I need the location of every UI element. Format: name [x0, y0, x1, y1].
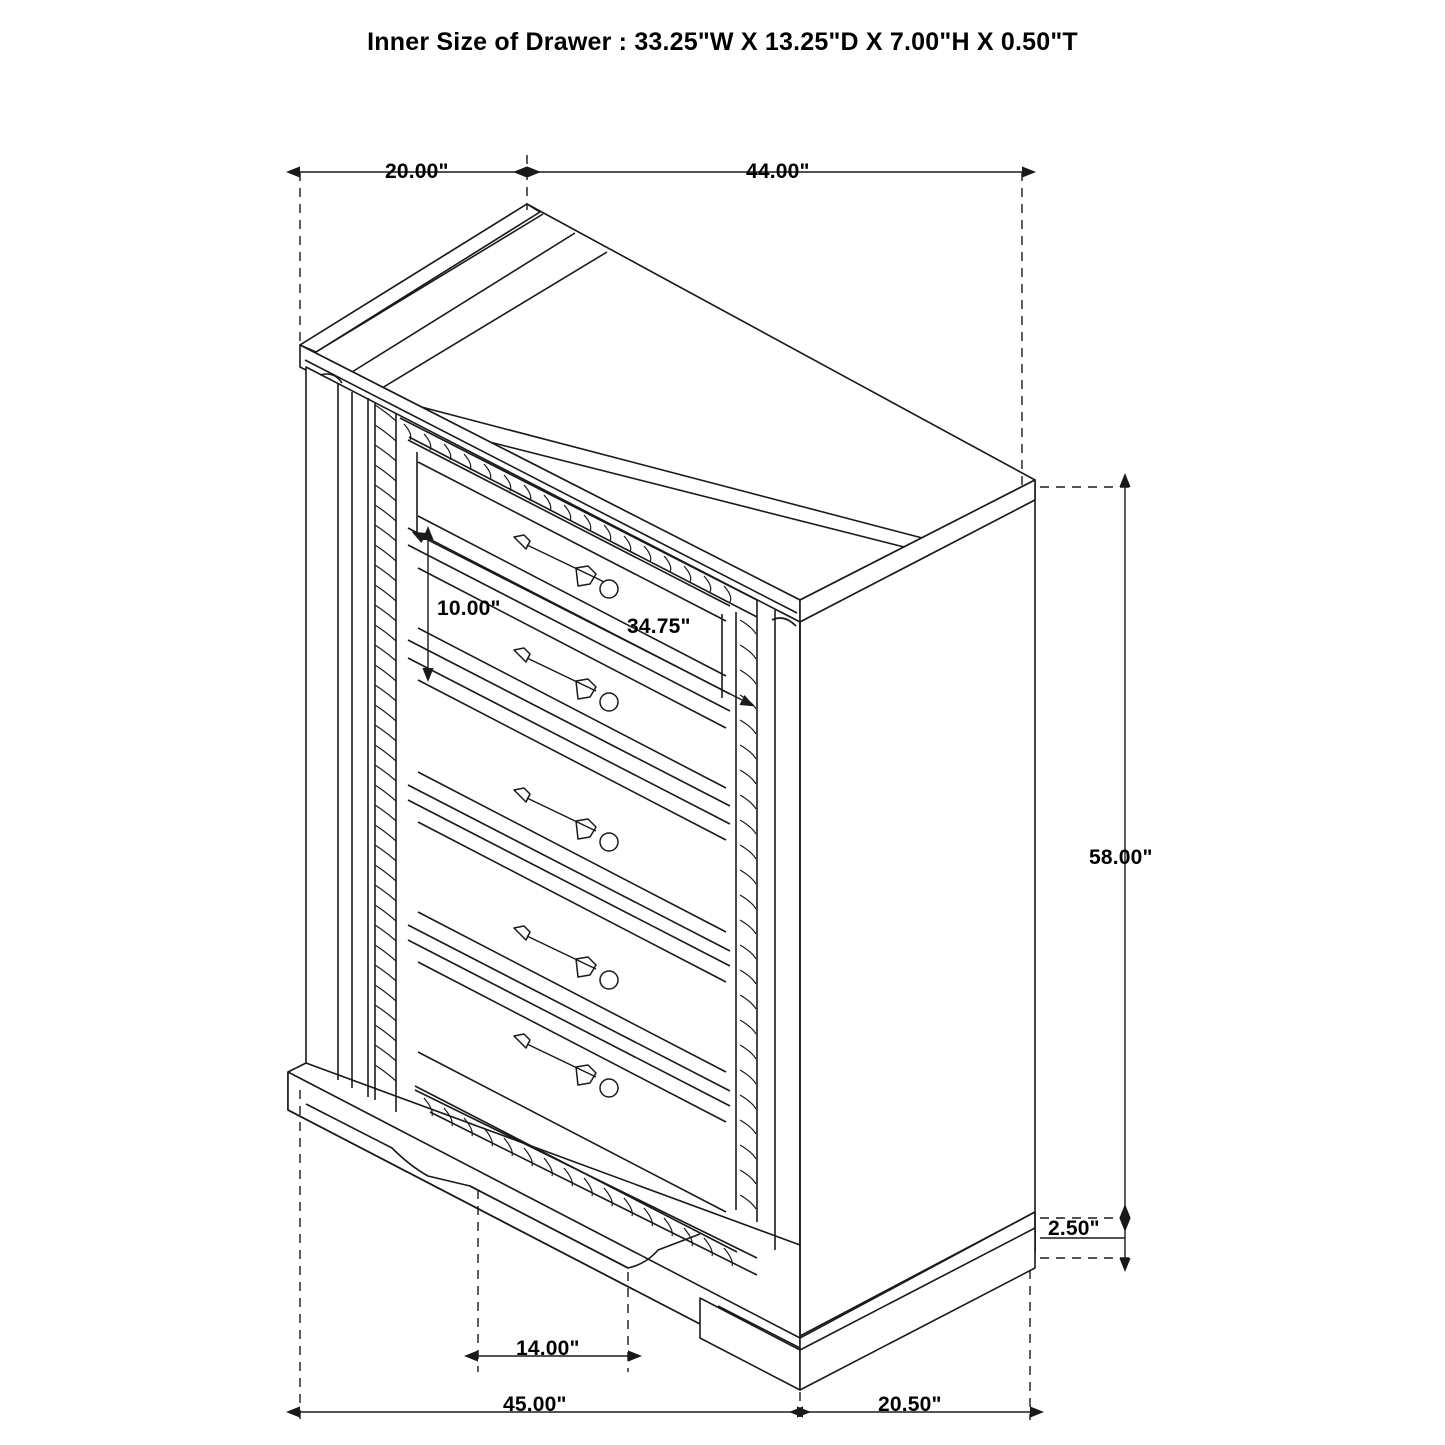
page-title: Inner Size of Drawer : 33.25"W X 13.25"D X 7.00"H X 0.50"T: [367, 28, 1078, 56]
dim-base-inset: 14.00": [516, 1337, 580, 1360]
dim-overall-height: 58.00": [1089, 846, 1153, 869]
dim-drawer-width: 34.75": [627, 615, 691, 638]
dim-base-height: 2.50": [1048, 1217, 1100, 1240]
dim-overall-width: 45.00": [503, 1393, 567, 1416]
dim-top-left-width: 20.00": [385, 160, 449, 183]
dim-drawer-height: 10.00": [437, 597, 501, 620]
dim-overall-depth: 20.50": [878, 1393, 942, 1416]
chest-body: [288, 204, 1035, 1390]
dim-top-right-width: 44.00": [746, 160, 810, 183]
